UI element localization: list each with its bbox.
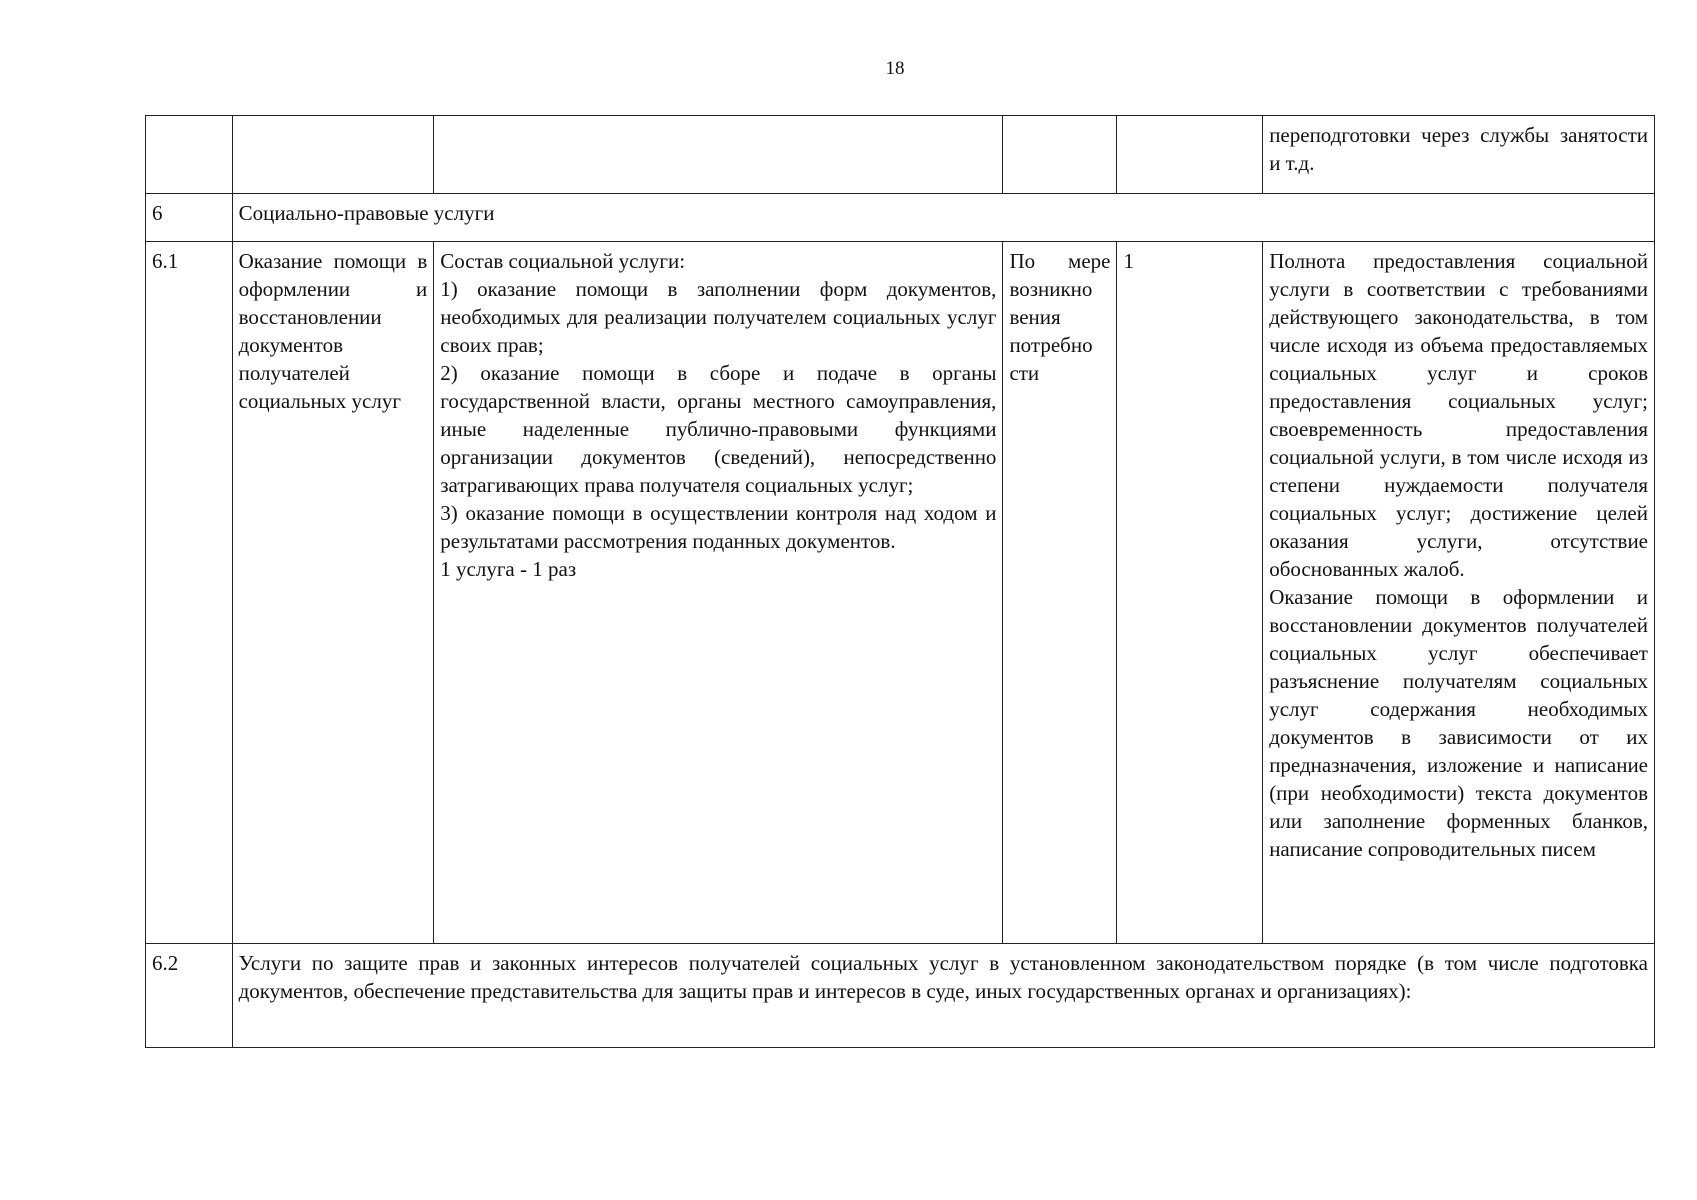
cell-period-empty [1003,116,1117,194]
section-number: 6 [146,194,233,242]
description-line: Состав социальной услуги: [440,249,686,273]
criteria-paragraph: Полнота предоставления социальной услуги в соответствии с требованиями действующего законодательства, в том числе исходя из объема предоставляемых социальных услуг и сроков предоставления социальных услуг; своевременность предоставления социальной услуги, в том числе исходя из степени нуждаемости получателя социальных услуг; достижение целей оказания услуги, отсутствие обоснованных жалоб. [1269,249,1648,581]
service-name: Оказание помощи в оформлении и восстановлении документов получателей социальных услуг [232,242,434,944]
row-number: 6.2 [146,944,233,1048]
table-row-continuation [146,116,1655,194]
row-number: 6.1 [146,242,233,944]
page-number: 18 [885,58,905,79]
description-line: 2) оказание помощи в сборе и подаче в органы государственной власти, органы местного самоуправления, иные наделенные публично-правовыми функциями организации документов (сведений), непосредственно затрагивающих права получателя социальных услуг; [440,361,997,497]
description-line: 3) оказание помощи в осуществлении контроля над ходом и результатами рассмотрения поданных документов. [440,501,997,553]
section-title: Социально-правовые услуги [232,194,1654,242]
criteria-paragraph: Оказание помощи в оформлении и восстановлении документов получателей социальных услуг обеспечивает разъяснение получателям социальных услуг содержания необходимых документов в зависимости от их предназначения, изложение и написание (при необходимости) текста документов или заполнение форменных бланков, написание сопроводительных писем [1269,585,1648,861]
table-row-6-2 [146,944,1655,1048]
description-line: 1 услуга - 1 раз [440,557,577,581]
description-line: 1) оказание помощи в заполнении форм документов, необходимых для реализации получателем социальных услуг своих прав; [440,277,997,357]
service-period: По мере возникно вения потребно сти [1003,242,1117,944]
cell-quantity-empty [1117,116,1263,194]
table-row-6-1 [146,242,1655,944]
cell-name-empty [232,116,434,194]
cell-criteria-continuation: переподготовки через службы занятости и т.д. [1263,116,1655,194]
cell-number-empty [146,116,233,194]
service-description [434,242,1003,944]
service-group-text: Услуги по защите прав и законных интересов получателей социальных услуг в установленном законодательством порядке (в том числе подготовка документов, обеспечение представительства для защиты прав и интересов в суде, иных государственных органах и организациях): [232,944,1654,1048]
service-criteria [1263,242,1655,944]
table-row-section-6 [146,194,1655,242]
cell-description-empty [434,116,1003,194]
service-quantity: 1 [1117,242,1263,944]
services-table [145,115,1655,1048]
